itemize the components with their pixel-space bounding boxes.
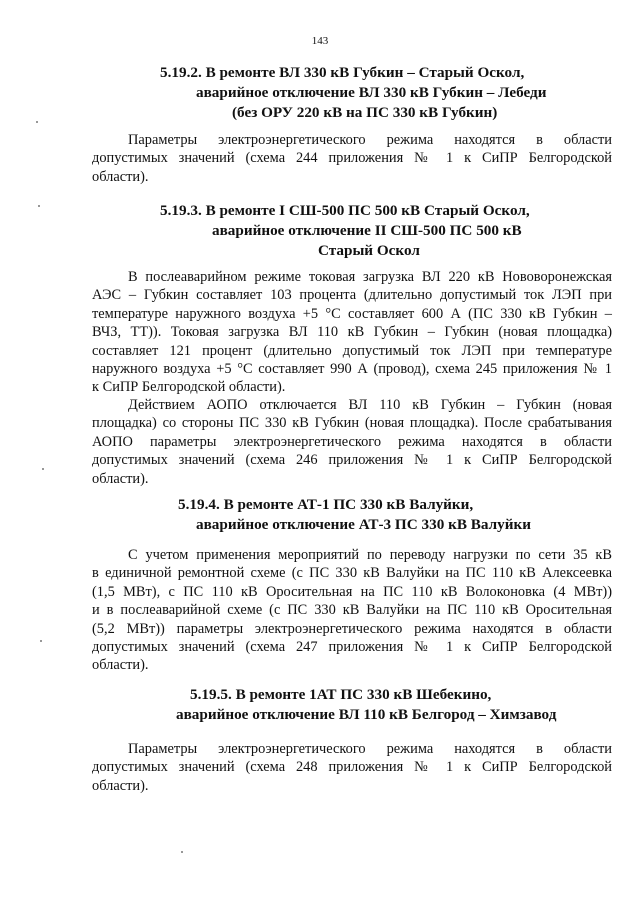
text-line: АЭС – Губкин составляет 103 процента (длительно допустимый ток ЛЭП при [92,287,612,304]
text-line: допустимых значений (схема 248 приложения № 1 к СиПР Белгородской [92,759,612,776]
text-line: к СиПР Белгородской области). [92,379,286,396]
heading-line: аварийное отключение ВЛ 110 кВ Белгород – Химзавод [176,706,557,723]
paragraph [92,396,612,488]
text-line: составляет 121 процент (длительно допустимый ток ЛЭП при температуре [92,342,612,359]
text-line: Действием АОПО отключается ВЛ 110 кВ Губкин – Губкин (новая [128,397,612,413]
text-line: (1,5 МВт), с ПС 110 кВ Оросительная на ПС 110 кВ Волоконовка (4 МВт)) [92,583,612,600]
text-line: АОПО параметры электроэнергетического режима находятся в области [92,433,612,450]
heading-line: 5.19.3. В ремонте I СШ-500 ПС 500 кВ Старый Оскол, [160,202,530,219]
text-line: области). [92,168,149,185]
heading-line: аварийное отключение АТ-3 ПС 330 кВ Валуйки [196,516,531,533]
text-line: Параметры электроэнергетического режима находятся в области [128,132,612,148]
scan-speck [36,121,38,123]
page-number: 143 [311,35,329,47]
heading-line: (без ОРУ 220 кВ на ПС 330 кВ Губкин) [232,104,498,121]
paragraph [92,268,612,397]
paragraph [92,740,612,795]
text-line: наружного воздуха +5 °С составляет 990 А (провод), схема 245 приложения № 1 [92,361,612,378]
text-line: допустимых значений (схема 247 приложения № 1 к СиПР Белгородской [92,639,612,656]
heading-line: 5.19.4. В ремонте АТ-1 ПС 330 кВ Валуйки, [178,496,474,513]
scan-speck [40,640,42,642]
text-line: области). [92,657,149,674]
text-line: допустимых значений (схема 246 приложения № 1 к СиПР Белгородской [92,452,612,469]
heading-line: Старый Оскол [318,242,420,259]
section-heading-5-19-3 [0,201,640,261]
text-line: площадка) со стороны ПС 330 кВ Губкин (новая площадка). После срабатывания [92,415,612,432]
text-line: Параметры электроэнергетического режима находятся в области [128,741,612,757]
paragraph [92,546,612,675]
text-line: и в послеаварийной схеме (с ПС 330 кВ Валуйки на ПС 110 кВ Оросительная [92,602,612,619]
section-heading-5-19-4 [0,495,640,535]
scan-speck [181,851,183,853]
scan-speck [42,468,44,470]
scan-speck [38,205,40,207]
text-line: С учетом применения мероприятий по переводу нагрузки по сети 35 кВ [128,547,612,563]
paragraph [92,131,612,186]
text-line: В послеаварийном режиме токовая загрузка ВЛ 220 кВ Нововоронежская [128,269,612,285]
text-line: области). [92,470,149,487]
text-line: области). [92,777,149,794]
text-line: в единичной ремонтной схеме (с ПС 330 кВ Валуйки на ПС 110 кВ Алексеевка [92,565,612,582]
section-heading-5-19-5 [0,685,640,725]
text-line: температуре наружного воздуха +5 °С составляет 600 А (ПС 330 кВ Губкин – [92,305,612,322]
heading-line: 5.19.5. В ремонте 1АТ ПС 330 кВ Шебекино, [190,686,492,703]
heading-line: 5.19.2. В ремонте ВЛ 330 кВ Губкин – Старый Оскол, [160,64,525,81]
text-line: допустимых значений (схема 244 приложения № 1 к СиПР Белгородской [92,150,612,167]
section-heading-5-19-2 [0,63,640,123]
heading-line: аварийное отключение II СШ-500 ПС 500 кВ [212,222,522,239]
text-line: (5,2 МВт)) параметры электроэнергетического режима находятся в области [92,620,612,637]
text-line: ВЧЗ, ТТ)). Токовая загрузка ВЛ 110 кВ Губкин – Губкин (новая площадка) [92,324,612,341]
heading-line: аварийное отключение ВЛ 330 кВ Губкин – Лебеди [196,84,547,101]
